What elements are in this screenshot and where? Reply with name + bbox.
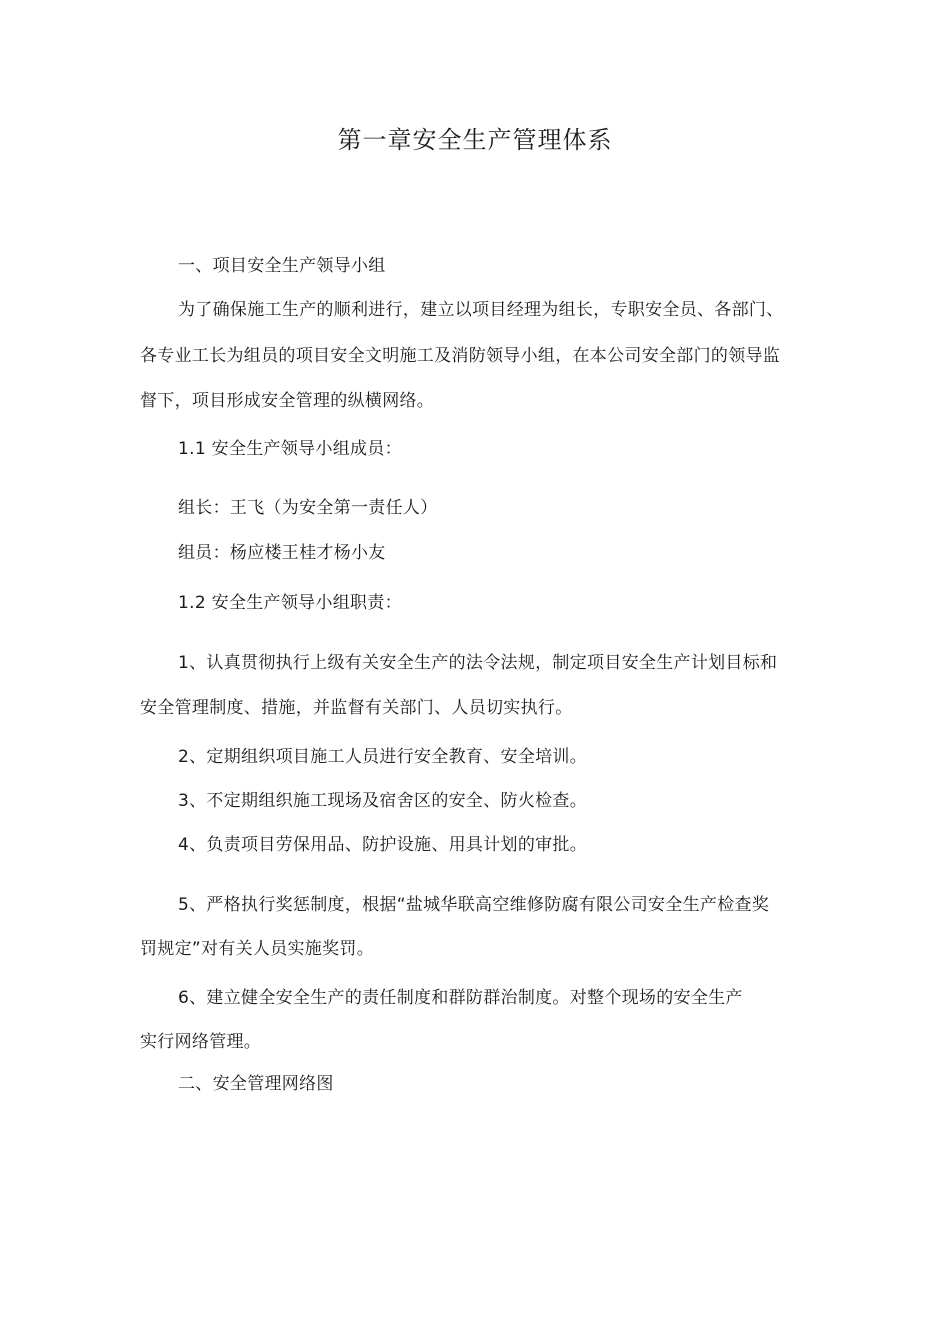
group-members: 组员：杨应楼王桂才杨小友 xyxy=(178,543,386,563)
page-title: 第一章安全生产管理体系 xyxy=(337,126,613,154)
duty-6-line-1: 6、建立健全安全生产的责任制度和群防群治制度。对整个现场的安全生产 xyxy=(178,988,743,1008)
intro-paragraph-line-2: 各专业工长为组员的项目安全文明施工及消防领导小组，在本公司安全部门的领导监 xyxy=(140,346,781,366)
intro-paragraph-line-3: 督下，项目形成安全管理的纵横网络。 xyxy=(140,391,435,411)
duty-1-line-2: 安全管理制度、措施，并监督有关部门、人员切实执行。 xyxy=(140,698,573,718)
duty-2: 2、定期组织项目施工人员进行安全教育、安全培训。 xyxy=(178,747,588,767)
duty-6-line-2: 实行网络管理。 xyxy=(140,1032,262,1052)
section-heading-network-diagram: 二、安全管理网络图 xyxy=(178,1074,334,1094)
duty-5-line-1: 5、严格执行奖惩制度，根据“盐城华联高空维修防腐有限公司安全生产检查奖 xyxy=(178,895,770,915)
subsection-heading-members: 1.1 安全生产领导小组成员： xyxy=(178,439,402,459)
subsection-heading-duties: 1.2 安全生产领导小组职责： xyxy=(178,593,402,613)
duty-1-line-1: 1、认真贯彻执行上级有关安全生产的法令法规，制定项目安全生产计划目标和 xyxy=(178,653,778,673)
group-leader: 组长：王飞（为安全第一责任人） xyxy=(178,498,438,518)
duty-5-line-2: 罚规定”对有关人员实施奖罚。 xyxy=(140,939,375,959)
intro-paragraph-line-1: 为了确保施工生产的顺利进行，建立以项目经理为组长，专职安全员、各部门、 xyxy=(178,300,784,320)
duty-3: 3、不定期组织施工现场及宿舍区的安全、防火检查。 xyxy=(178,791,588,811)
duty-4: 4、负责项目劳保用品、防护设施、用具计划的审批。 xyxy=(178,835,588,855)
section-heading-leadership-group: 一、项目安全生产领导小组 xyxy=(178,256,386,276)
